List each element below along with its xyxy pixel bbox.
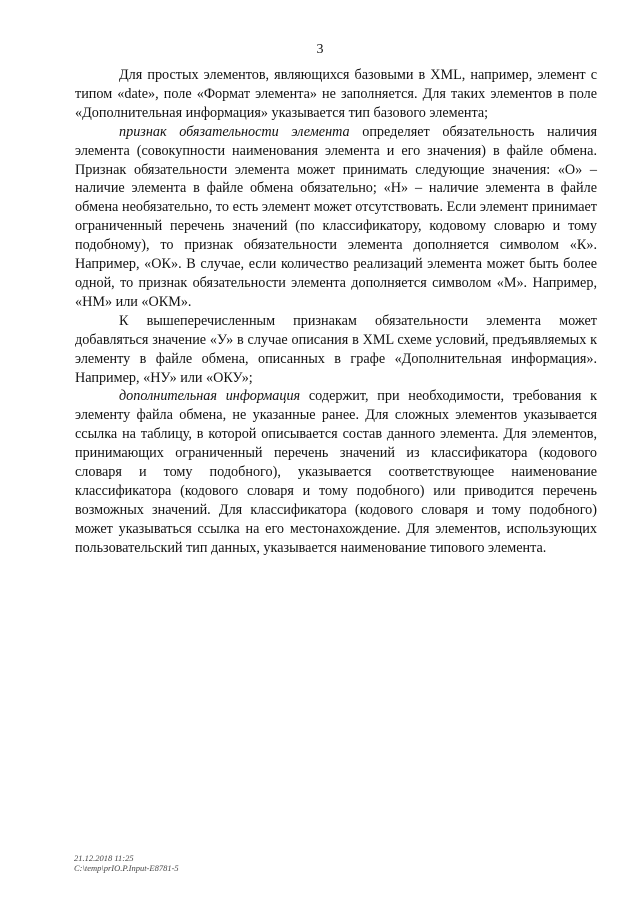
term-required-flag: признак обязательности элемента <box>119 123 350 140</box>
paragraph-text: К вышеперечисленным признакам обязательности элемента может добавляться значение «У» в случае описания в XML схеме условий, предъявляемых к элементу в файле обмена, описанных в графе «Дополнительная информация». Например, «НУ» или «ОКУ»; <box>75 312 597 386</box>
paragraph-additional-info <box>75 387 597 557</box>
footer-timestamp: 21.12.2018 11:25 <box>74 853 134 863</box>
paragraph-text: определяет обязательность наличия элемента (совокупности наименования элемента и его значения) в файле обмена. Признак обязательности элемента может принимать следующие значения: «О» – наличие элемента в файле обмена обязательно; «Н» – наличие элемента в файле обмена необязательно, то есть элемент может отсутствовать. Если элемент принимает ограниченный перечень значений (по классификатору, кодовому словарю и тому подобному), то признак обязательности элемента дополняется символом «К». Например, «ОК». В случае, если количество реализаций элемента может быть более одной, то признак обязательности элемента дополняется символом «М». Например, «НМ» или «ОКМ». <box>75 123 597 310</box>
paragraph-text: Для простых элементов, являющихся базовыми в XML, например, элемент с типом «date», поле «Формат элемента» не заполняется. Для таких элементов в поле «Дополнительная информация» указывается тип базового элемента; <box>75 67 597 121</box>
footer-stamp <box>74 853 179 873</box>
footer-path: C:\temp\prIO.P.Input-E8781-5 <box>74 863 179 873</box>
paragraph-required-flag <box>75 123 597 312</box>
term-additional-info: дополнительная информация <box>119 388 301 405</box>
paragraph-simple-elements <box>75 66 597 123</box>
paragraph-condition-flag <box>75 312 597 388</box>
paragraph-text: содержит, при необходимости, требования к элементу файла обмена, не указанные ранее. Для сложных элементов указывается ссылка на таблицу, в которой описывается состав данного элемента. Для элементов, принимающих ограниченный перечень значений из классификатора (кодового словаря и тому подобного), указывается соответствующее наименование классификатора (кодового словаря и тому подобного) или приводится перечень возможных значений. Для классификатора (кодового словаря и тому подобного) может указываться ссылка на его местонахождение. Для элементов, использующих пользовательский тип данных, указывается наименование типового элемента. <box>75 388 597 556</box>
document-body <box>75 66 597 558</box>
page-number: 3 <box>316 42 324 57</box>
